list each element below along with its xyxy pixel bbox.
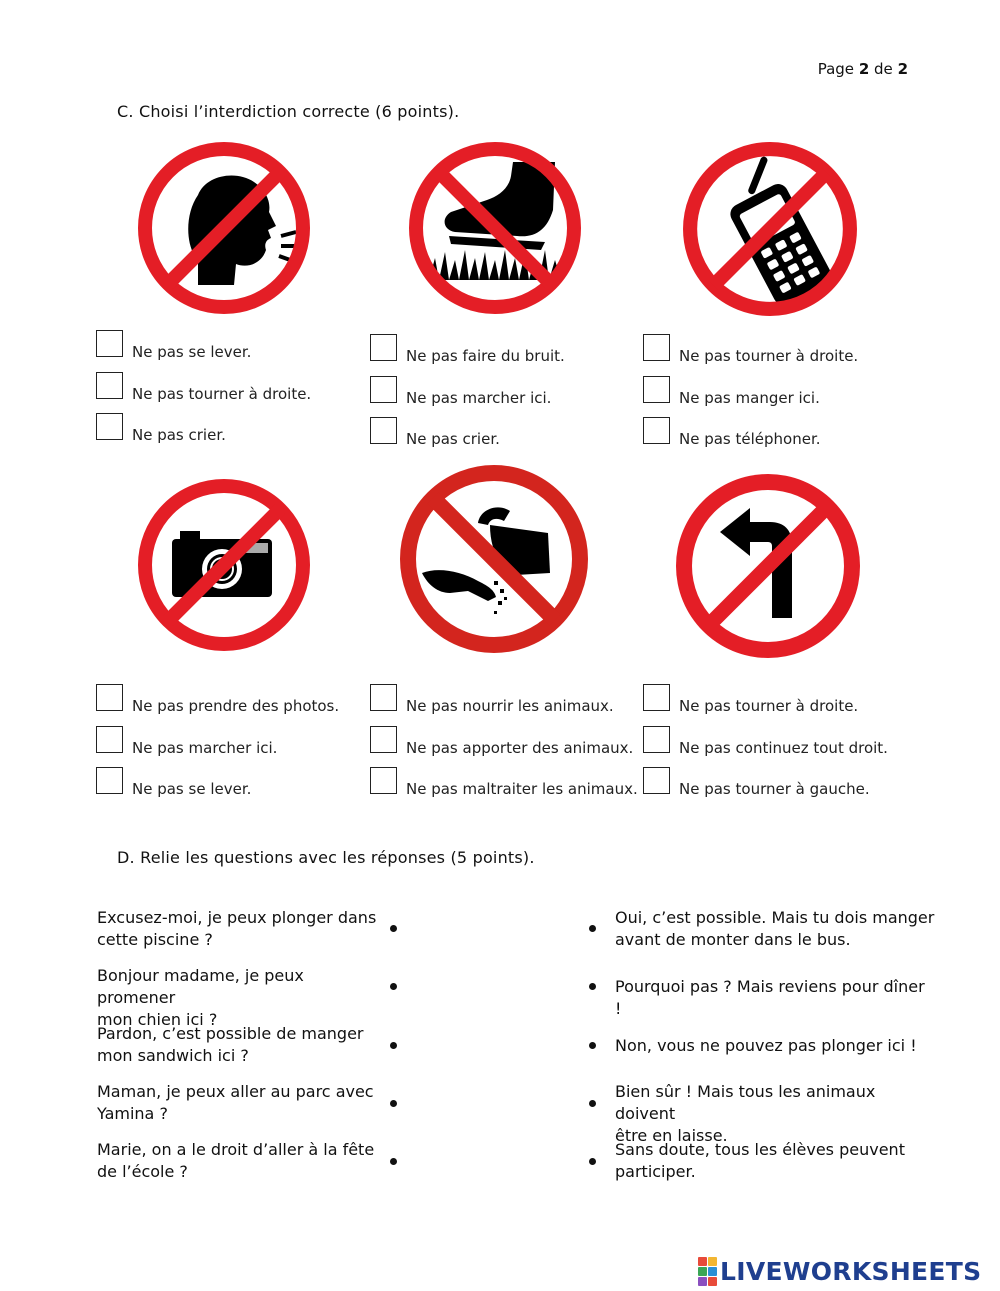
liveworksheets-logo[interactable]: [698, 1256, 981, 1286]
option-row: [643, 767, 913, 809]
option-row: [370, 767, 640, 809]
no-phone-sign: [681, 140, 859, 318]
answer-dot-4[interactable]: [589, 1100, 596, 1107]
question-5: Marie, on a le droit d’aller à la fête de l’école ?: [97, 1140, 375, 1181]
option-label: Ne pas prendre des photos.: [132, 697, 340, 715]
checkbox[interactable]: [96, 413, 123, 440]
answer-2: Pourquoi pas ? Mais reviens pour dîner !: [615, 977, 925, 1018]
answer-1: Oui, c’est possible. Mais tu dois manger avant de monter dans le bus.: [615, 908, 935, 949]
question-dot-4[interactable]: [390, 1100, 397, 1107]
question-dot-2[interactable]: [390, 983, 397, 990]
answer-3: Non, vous ne pouvez pas plonger ici !: [615, 1036, 917, 1055]
checkbox[interactable]: [643, 684, 670, 711]
question-4: Maman, je peux aller au parc avec Yamina ?: [97, 1082, 374, 1123]
option-row: [370, 334, 640, 376]
logo-blocks-icon: [698, 1257, 717, 1286]
no-stepping-on-grass-sign: [407, 140, 583, 316]
options-sign-5: [370, 684, 640, 809]
option-label: Ne pas continuez tout droit.: [679, 738, 888, 757]
no-photos-sign: [136, 477, 312, 653]
answer-dot-5[interactable]: [589, 1158, 596, 1165]
option-label: Ne pas téléphoner.: [679, 430, 821, 448]
question-2: Bonjour madame, je peux promener mon chien ici ?: [97, 966, 304, 1029]
option-row: [643, 417, 913, 459]
option-row: [96, 684, 366, 726]
answer-4: Bien sûr ! Mais tous les animaux doivent être en laisse.: [615, 1082, 876, 1145]
answer-dot-2[interactable]: [589, 983, 596, 990]
question-3: Pardon, c’est possible de manger mon sandwich ici ?: [97, 1024, 364, 1065]
option-label: Ne pas apporter des animaux.: [406, 738, 634, 757]
answer-5: Sans doute, tous les élèves peuvent participer.: [615, 1140, 905, 1181]
no-left-turn-sign: [676, 474, 860, 658]
question-dot-3[interactable]: [390, 1042, 397, 1049]
no-shouting-sign: [136, 140, 312, 316]
option-label: Ne pas marcher ici.: [132, 738, 278, 757]
option-label: Ne pas faire du bruit.: [406, 347, 565, 365]
checkbox[interactable]: [96, 372, 123, 399]
no-feeding-animals-sign: [398, 463, 590, 655]
option-label: Ne pas tourner à droite.: [679, 347, 859, 365]
option-row: [96, 726, 366, 768]
option-row: [96, 372, 366, 414]
option-row: [96, 330, 366, 372]
option-row: [643, 334, 913, 376]
option-label: Ne pas crier.: [406, 430, 500, 448]
option-label: Ne pas nourrir les animaux.: [406, 697, 614, 715]
section-d-title: D. Relie les questions avec les réponses (5 points).: [117, 848, 535, 867]
checkbox[interactable]: [96, 330, 123, 357]
options-sign-1: [96, 330, 366, 455]
options-sign-6: [643, 684, 913, 809]
option-label: Ne pas se lever.: [132, 780, 252, 798]
option-label: Ne pas tourner à droite.: [132, 384, 312, 403]
checkbox[interactable]: [370, 376, 397, 403]
checkbox[interactable]: [370, 684, 397, 711]
option-row: [96, 413, 366, 455]
option-row: [370, 726, 640, 768]
question-1: Excusez-moi, je peux plonger dans cette piscine ?: [97, 908, 377, 949]
options-sign-2: [370, 334, 640, 459]
checkbox[interactable]: [370, 417, 397, 444]
option-row: [370, 684, 640, 726]
checkbox[interactable]: [96, 726, 123, 753]
option-row: [370, 417, 640, 459]
checkbox[interactable]: [370, 726, 397, 753]
option-label: Ne pas manger ici.: [679, 388, 820, 407]
option-row: [370, 376, 640, 418]
option-row: [643, 726, 913, 768]
option-label: Ne pas crier.: [132, 426, 226, 444]
options-sign-3: [643, 334, 913, 459]
option-row: [643, 376, 913, 418]
checkbox[interactable]: [370, 767, 397, 794]
checkbox[interactable]: [96, 684, 123, 711]
option-row: [643, 684, 913, 726]
question-dot-5[interactable]: [390, 1158, 397, 1165]
answer-dot-3[interactable]: [589, 1042, 596, 1049]
option-label: Ne pas marcher ici.: [406, 388, 552, 407]
checkbox[interactable]: [370, 334, 397, 361]
checkbox[interactable]: [96, 767, 123, 794]
logo-text: LIVEWORKSHEETS: [720, 1256, 982, 1286]
option-label: Ne pas se lever.: [132, 343, 252, 361]
option-label: Ne pas tourner à gauche.: [679, 780, 870, 798]
checkbox[interactable]: [643, 417, 670, 444]
page-number: Page 2 de 2: [817, 60, 908, 78]
checkbox[interactable]: [643, 726, 670, 753]
options-sign-4: [96, 684, 366, 809]
checkbox[interactable]: [643, 334, 670, 361]
option-label: Ne pas maltraiter les animaux.: [406, 780, 638, 798]
section-c-title: C. Choisi l’interdiction correcte (6 points).: [117, 102, 460, 121]
checkbox[interactable]: [643, 376, 670, 403]
answer-dot-1[interactable]: [589, 925, 596, 932]
option-label: Ne pas tourner à droite.: [679, 697, 859, 715]
question-dot-1[interactable]: [390, 925, 397, 932]
checkbox[interactable]: [643, 767, 670, 794]
option-row: [96, 767, 366, 809]
